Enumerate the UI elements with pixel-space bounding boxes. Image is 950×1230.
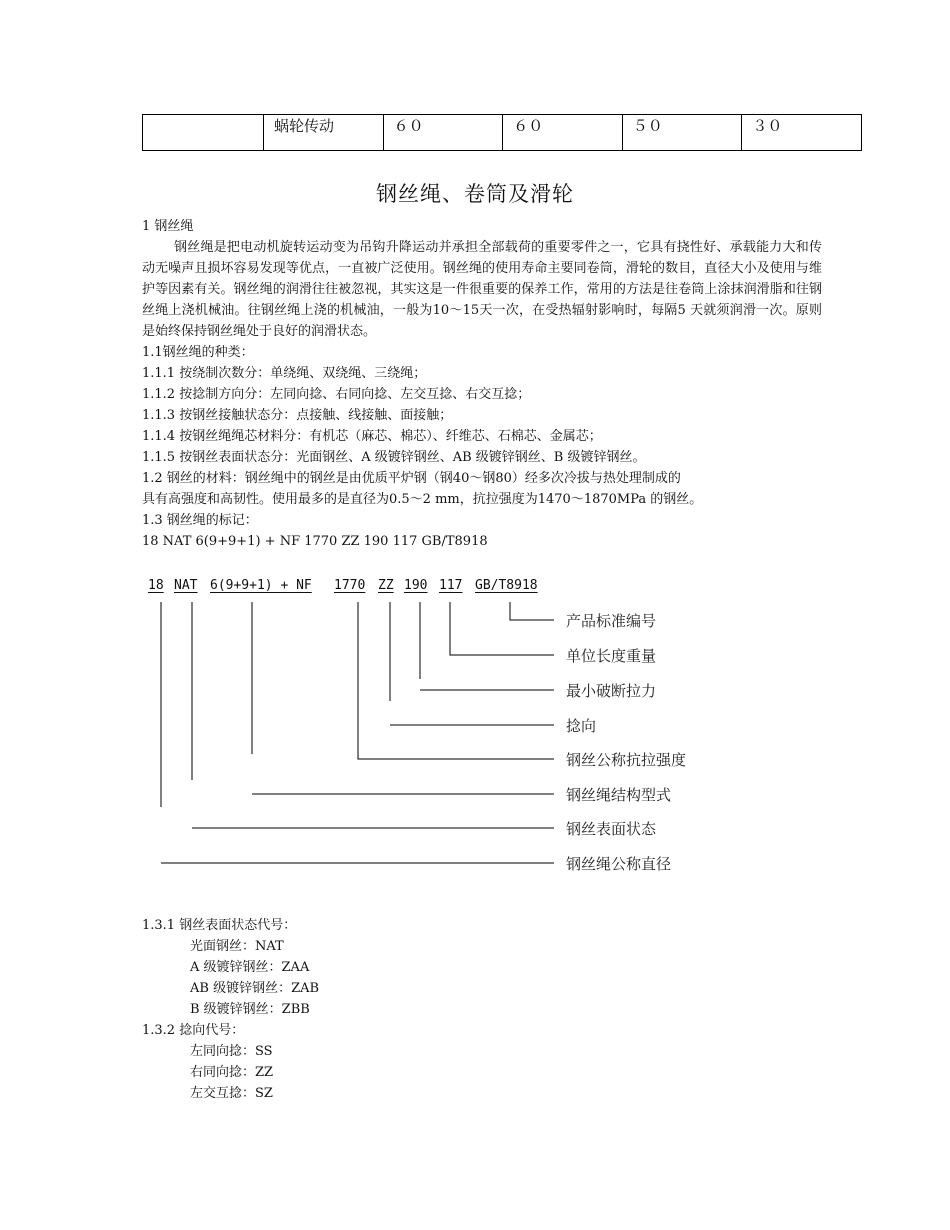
section-1-3 [142,915,822,1104]
leader-weight [450,602,554,655]
code-lay: ZZ [378,578,394,593]
label-weight: 单位长度重量 [566,647,657,665]
table-cell: ６０ [383,115,503,151]
leader-strength [358,602,554,759]
paragraph-line: 具有高强度和高韧性。使用最多的是直径为0.5～2 mm，抗拉强度为1470～1870MPa 的钢丝。 [142,492,703,507]
leader-standard [510,602,554,620]
list-item: AB 级镀锌钢丝：ZAB [190,981,320,996]
label-surface: 钢丝表面状态 [566,820,657,838]
list-item: 光面钢丝：NAT [190,939,284,954]
code-weight: 117 [439,578,463,593]
list-item: A 级镀锌钢丝：ZAA [190,960,310,975]
label-structure: 钢丝绳结构型式 [566,786,672,804]
table-cell: ６０ [503,115,623,151]
section-heading: 1.3.1 钢丝表面状态代号： [142,918,297,933]
list-item: B 级镀锌钢丝：ZBB [190,1002,310,1017]
label-breaking-force: 最小破断拉力 [566,682,657,700]
section-heading: 1.1钢丝绳的种类： [142,345,254,360]
label-lay: 捻向 [566,717,597,735]
list-item: 1.1.2 按捻制方向分：左同向捻、右同向捻、左交互捻、右交互捻； [142,387,531,402]
transmission-table [142,114,862,151]
code-diameter: 18 [148,578,164,593]
paragraph-line: 1.2 钢丝的材料：钢丝绳中的钢丝是由优质平炉钢（钢40～钢80）经多次冷拔与热处理制成的 [142,471,681,486]
list-item: 1.1.1 按绕制次数分：单绕绳、双绕绳、三绕绳； [142,366,427,381]
table-cell: ５０ [622,115,742,151]
code-standard: GB/T8918 [475,578,538,593]
code-structure: 6(9+9+1) + NF [210,578,312,593]
section-1 [142,216,822,552]
table-cell [143,115,264,151]
marking-diagram [142,574,742,874]
list-item: 左交互捻：SZ [190,1086,273,1101]
section-heading: 1.3 钢丝绳的标记： [142,513,258,528]
section-heading: 1 钢丝绳 [142,219,194,234]
marking-example: 18 NAT 6(9+9+1) + NF 1770 ZZ 190 117 GB/T8918 [142,534,488,549]
list-item: 1.1.4 按钢丝绳绳芯材料分：有机芯（麻芯、棉芯）、纤维芯、石棉芯、金属芯； [142,429,602,444]
label-strength: 钢丝公称抗拉强度 [566,751,687,769]
label-diameter: 钢丝绳公称直径 [566,855,672,873]
code-breaking-force: 190 [404,578,428,593]
paragraph: 钢丝绳是把电动机旋转运动变为吊钩升降运动并承担全部载荷的重要零件之一，它具有挠性好、承载能力大和传动无噪声且损坏容易发现等优点，一直被广泛使用。钢丝绳的使用寿命主要同卷筒，滑轮的数目，直径大小及使用与维护等因素有关。钢丝绳的润滑往往被忽视，其实这是一件很重要的保养工作，常用的方法是往卷筒上涂抹润滑脂和往钢丝绳上浇机械油。往钢丝绳上浇的机械油，一般为10～15天一次，在受热辐射影响时，每隔5 天就须润滑一次。原则是始终保持钢丝绳处于良好的润滑状态。 [142,240,822,339]
code-strength: 1770 [334,578,366,593]
list-item: 1.1.5 按钢丝表面状态分：光面钢丝、A 级镀锌钢丝、AB 级镀锌钢丝、B 级镀锌钢丝。 [142,450,646,465]
label-standard: 产品标准编号 [566,612,657,630]
list-item: 左同向捻：SS [190,1044,273,1059]
code-surface: NAT [174,578,198,593]
page-title: 钢丝绳、卷筒及滑轮 [376,182,574,206]
section-heading: 1.3.2 捻向代号： [142,1023,245,1038]
table-cell: 蜗轮传动 [264,115,384,151]
table-row [143,115,862,151]
table-cell: ３０ [742,115,862,151]
list-item: 右同向捻：ZZ [190,1065,274,1080]
list-item: 1.1.3 按钢丝接触状态分：点接触、线接触、面接触； [142,408,453,423]
